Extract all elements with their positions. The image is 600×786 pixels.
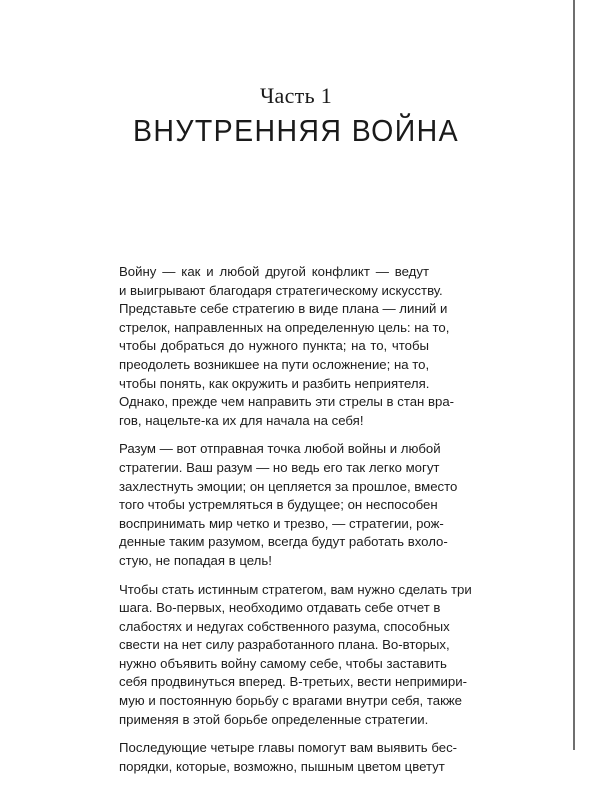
page-edge-divider (573, 0, 575, 750)
text-line: порядки, которые, возможно, пышным цветом цветут (119, 758, 445, 774)
text-line: воспринимать мир четко и трезво, — стратегии, рож- (119, 515, 444, 531)
paragraph-2 (119, 440, 458, 570)
text-line: Чтобы стать истинным стратегом, вам нужно сделать три (119, 581, 472, 597)
text-line: слабостях и недугах собственного разума, способных (119, 618, 450, 634)
text-line: преодолеть возникшее на пути осложнение; на то, (119, 356, 430, 372)
text-line: гов, нацельте-ка их для начала на себя! (119, 412, 364, 428)
text-line: чтобы понять, как окружить и разбить неприятеля. (119, 375, 430, 391)
text-line: Последующие четыре главы помогут вам выявить бес- (119, 740, 458, 756)
paragraph-1 (119, 263, 455, 430)
text-line: Разум — вот отправная точка любой войны и любой (119, 441, 441, 457)
text-line: шага. Во-первых, необходимо отдавать себе отчет в (119, 600, 441, 616)
paragraph-4 (119, 739, 458, 776)
text-line: Однако, прежде чем направить эти стрелы в стан вра- (119, 394, 455, 410)
text-line: и выигрывают благодаря стратегическому искусству. (119, 282, 443, 298)
text-line: себя продвинуться вперед. В-третьих, вести непримири- (119, 674, 467, 690)
text-line: стратегии. Ваш разум — но ведь его так легко могут (119, 459, 440, 475)
text-line: свести на нет силу разработанного плана. Во-вторых, (119, 637, 450, 653)
text-line: стую, не попадая в цель! (119, 552, 272, 568)
paragraph-3 (119, 581, 472, 730)
text-line: того чтобы устремляться в будущее; он неспособен (119, 497, 438, 513)
text-line: нужно объявить войну самому себе, чтобы заставить (119, 655, 447, 671)
text-line: применяя в этой борьбе определенные стратегии. (119, 711, 429, 727)
text-line: денные таким разумом, всегда будут работать вхоло- (119, 534, 448, 550)
text-line: Войну — как и любой другой конфликт — ведут (119, 264, 429, 279)
text-line: Представьте себе стратегию в виде плана — линий и (119, 301, 448, 317)
text-line: мую и постоянную борьбу с врагами внутри себя, также (119, 693, 462, 709)
body-text (119, 263, 472, 786)
text-line: чтобы добраться до нужного пункта; на то, чтобы (119, 338, 429, 354)
text-line: стрелок, направленных на определенную цель: на то, (119, 319, 450, 335)
chapter-header (0, 82, 570, 150)
text-line: захлестнуть эмоции; он цепляется за прошлое, вместо (119, 478, 458, 494)
part-title: ВНУТРЕННЯЯ ВОЙНА (133, 113, 459, 148)
part-label: Часть 1 (259, 83, 333, 108)
